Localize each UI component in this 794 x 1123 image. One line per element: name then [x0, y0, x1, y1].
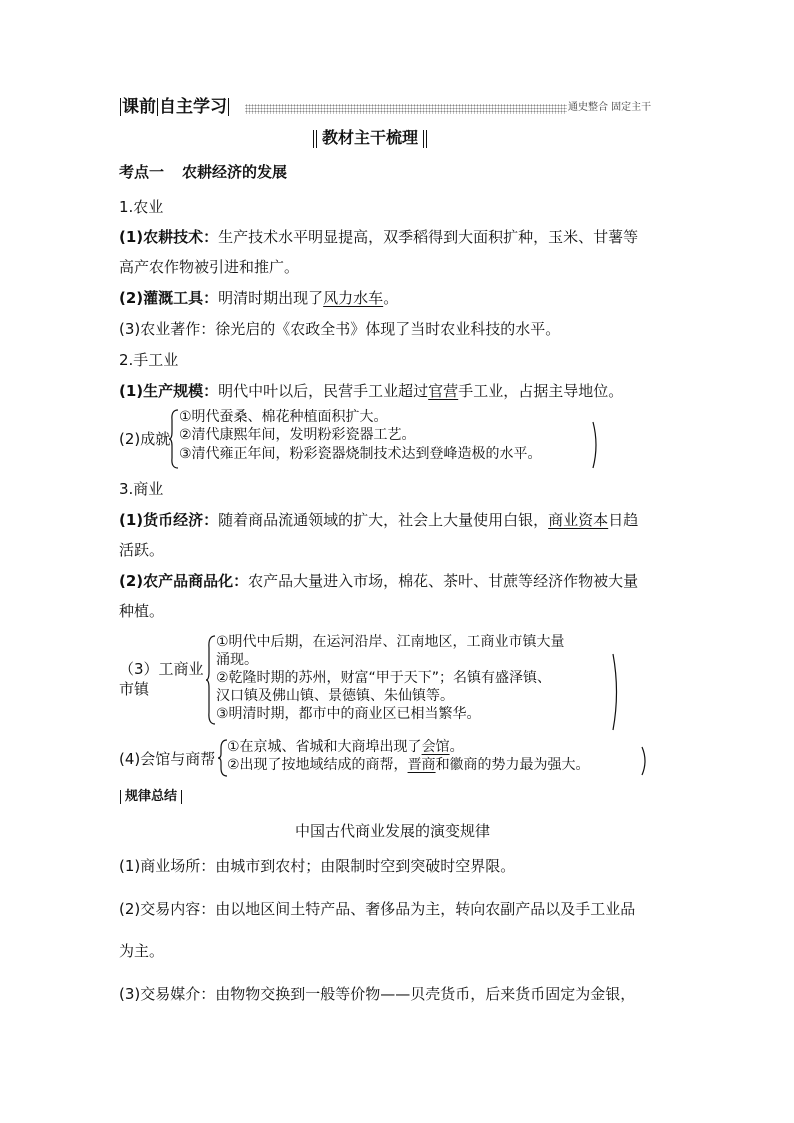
summary-title: 中国古代商业发展的演变规律 [295, 822, 491, 840]
commerce-p4-right-paren [640, 745, 650, 777]
commerce-p3-item-3: ③明清时期，都市中的商业区已相当繁华。 [216, 706, 481, 722]
topic-heading: 考点一 农耕经济的发展 [119, 163, 288, 181]
commerce-heading: 3.商业 [119, 480, 164, 498]
agri-p1: (1)农耕技术：生产技术水平明显提高，双季稻得到大面积扩种，玉米、甘薯等 [119, 228, 639, 246]
commerce-p2-cont: 种植。 [119, 602, 165, 620]
craft-p2-item-3: ③清代雍正年间，粉彩瓷器烧制技术达到登峰造极的水平。 [179, 446, 542, 462]
commerce-p3-item-2: ②乾隆时期的苏州，财富“甲于天下”；名镇有盛泽镇、 [216, 670, 552, 686]
commerce-p3-item-1: ①明代中后期，在运河沿岸、江南地区，工商业市镇大量 [216, 634, 565, 650]
agri-heading: 1.农业 [119, 198, 164, 216]
commerce-right-paren [611, 652, 621, 732]
summary-p2: (2)交易内容：由以地区间土特产品、奢侈品为主，转向农副产品以及手工业品 [119, 900, 636, 918]
summary-p2-cont: 为主。 [119, 942, 165, 960]
commerce-p4-item-2: ②出现了按地域结成的商帮，晋商和徽商的势力最为强大。 [227, 757, 590, 773]
header-dotted-rule [245, 104, 567, 114]
commerce-p3-item-2-cont: 汉口镇及佛山镇、景德镇、朱仙镇等。 [216, 688, 454, 704]
agri-p1-cont: 高产农作物被引进和推广。 [119, 258, 300, 276]
craft-p2-label: (2)成就 [119, 430, 171, 448]
agri-p3: (3)农业著作：徐光启的《农政全书》体现了当时农业科技的水平。 [119, 320, 561, 338]
craft-right-paren [591, 420, 601, 470]
commerce-p2: (2)农产品商品化：农产品大量进入市场，棉花、茶叶、甘蔗等经济作物被大量 [119, 572, 639, 590]
craft-p2-item-2: ②清代康熙年间，发明粉彩瓷器工艺。 [179, 427, 416, 443]
commerce-p4-item-1: ①在京城、省城和大商埠出现了会馆。 [227, 739, 464, 755]
craft-heading: 2.手工业 [119, 351, 179, 369]
summary-p3: (3)交易媒介：由物物交换到一般等价物——贝壳货币，后来货币固定为金银， [119, 985, 636, 1003]
summary-tag: 规律总结 [119, 788, 183, 806]
commerce-p3-label-a: （3）工商业 [119, 660, 204, 678]
commerce-p3-item-1-cont: 涌现。 [216, 652, 258, 668]
agri-p2: (2)灌溉工具：明清时期出现了风力水车。 [119, 289, 399, 307]
summary-p1: (1)商业场所：由城市到农村；由限制时空到突破时空界限。 [119, 857, 516, 875]
header-label: 课前 自主学习 [122, 97, 227, 117]
header-right-caption: 通史整合 固定主干 [568, 102, 652, 113]
commerce-p1-cont: 活跃。 [119, 541, 165, 559]
commerce-p1: (1)货币经济：随着商品流通领域的扩大，社会上大量使用白银，商业资本日趋 [119, 511, 639, 529]
commerce-p3-label-b: 市镇 [119, 680, 150, 698]
craft-p2-item-1: ①明代蚕桑、棉花种植面积扩大。 [179, 409, 388, 425]
commerce-p4-label: (4)会馆与商帮 [119, 750, 216, 768]
craft-p1: (1)生产规模：明代中叶以后，民营手工业超过官营手工业，占据主导地位。 [119, 382, 624, 400]
section-title: 教材主干梳理 [312, 127, 428, 149]
